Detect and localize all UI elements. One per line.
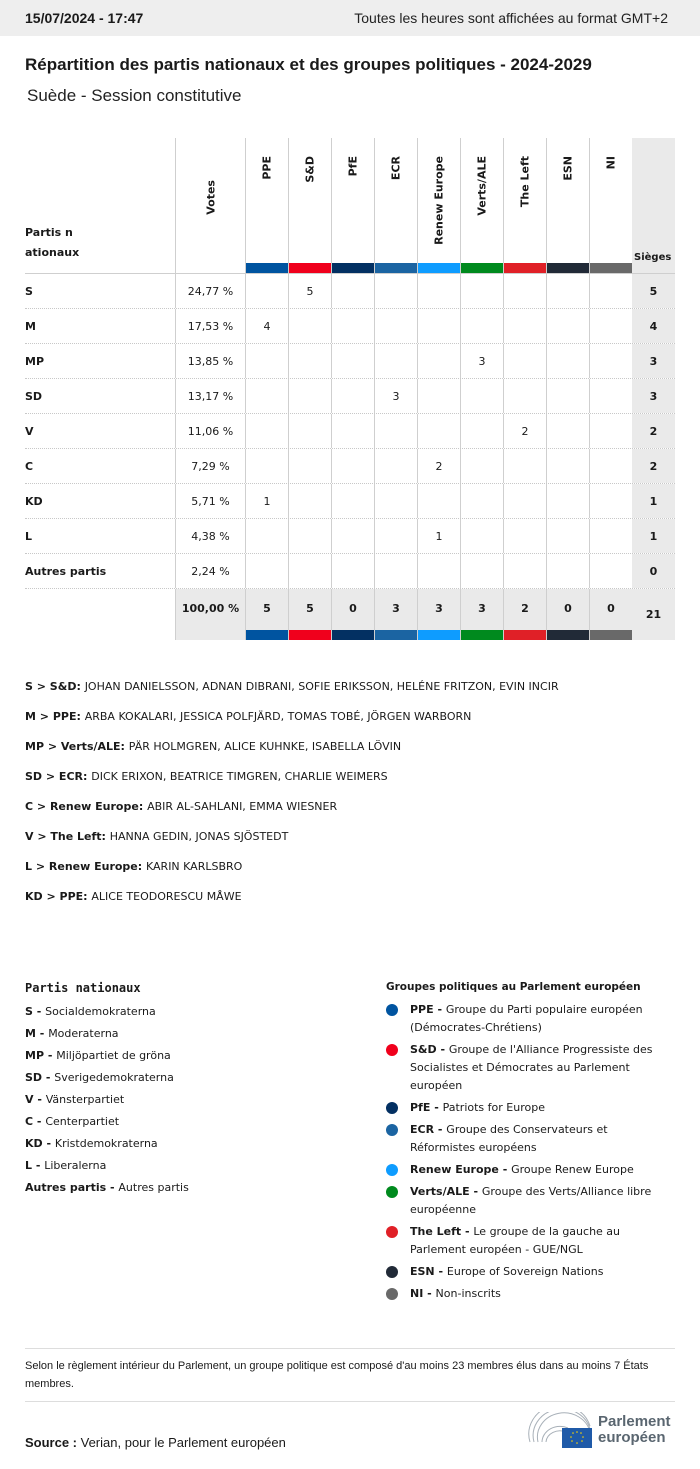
- group-seat-cell: [288, 449, 331, 483]
- group-seat-cell: 5: [288, 274, 331, 308]
- table-body: [25, 273, 675, 640]
- logo-line-2: européen: [598, 1429, 666, 1446]
- party-cell: V: [25, 424, 34, 438]
- group-color-bar: [246, 263, 288, 273]
- legend-party-item: S - Socialdemokraterna: [25, 1005, 156, 1018]
- group-seat-cell: [288, 519, 331, 553]
- party-cell: L: [25, 529, 33, 543]
- group-seat-cell: [460, 519, 503, 553]
- votes-cell: 11,06 %: [175, 414, 245, 448]
- legend-group-item: ESN - Europe of Sovereign Nations: [386, 1263, 676, 1281]
- legend-group-item: NI - Non-inscrits: [386, 1285, 676, 1303]
- group-seat-cell: [589, 379, 632, 413]
- totals-label-cell: [25, 589, 175, 640]
- source-line: [25, 1435, 286, 1450]
- group-seat-cell: [288, 309, 331, 343]
- table-header: [25, 138, 675, 273]
- legend-party-item: Autres partis - Autres partis: [25, 1181, 189, 1194]
- group-seat-cell: [460, 274, 503, 308]
- header-group-8: NI: [589, 138, 632, 273]
- seats-cell: 0: [632, 554, 675, 588]
- seats-cell: 3: [632, 379, 675, 413]
- group-seat-cell: [546, 274, 589, 308]
- table-row: [25, 413, 675, 448]
- member-line: MP > Verts/ALE: PÄR HOLMGREN, ALICE KUHNKE, ISABELLA LÖVIN: [25, 740, 402, 753]
- group-color-bar: [461, 263, 503, 273]
- member-line: SD > ECR: DICK ERIXON, BEATRICE TIMGREN, CHARLIE WEIMERS: [25, 770, 388, 783]
- group-seat-cell: [460, 484, 503, 518]
- group-seat-cell: 2: [503, 414, 546, 448]
- seats-cell: 4: [632, 309, 675, 343]
- party-cell: KD: [25, 494, 43, 508]
- datetime: 15/07/2024 - 17:47: [25, 10, 144, 26]
- total-votes-cell: 100,00 %: [175, 589, 245, 640]
- group-seat-cell: [460, 379, 503, 413]
- group-color-bar: [547, 630, 589, 640]
- group-color-dot-icon: [386, 1102, 398, 1114]
- legend-party-item: L - Liberalerna: [25, 1159, 107, 1172]
- group-color-dot-icon: [386, 1004, 398, 1016]
- totals-row: [25, 588, 675, 640]
- seats-cell: 3: [632, 344, 675, 378]
- group-seat-cell: [589, 449, 632, 483]
- total-group-cell: 5: [245, 589, 288, 640]
- header-votes: Votes: [175, 138, 245, 273]
- group-seat-cell: [503, 309, 546, 343]
- group-seat-cell: [417, 484, 460, 518]
- group-seat-cell: [546, 414, 589, 448]
- total-group-cell: 0: [331, 589, 374, 640]
- votes-cell: 24,77 %: [175, 274, 245, 308]
- group-seat-cell: [374, 519, 417, 553]
- group-seat-cell: [288, 484, 331, 518]
- legend-group-item: S&D - Groupe de l'Alliance Progressiste des Socialistes et Démocrates au Parlement européen: [386, 1041, 676, 1095]
- group-color-bar: [418, 263, 460, 273]
- table-row: [25, 483, 675, 518]
- group-seat-cell: [503, 519, 546, 553]
- group-color-bar: [332, 630, 374, 640]
- group-color-bar: [504, 263, 546, 273]
- top-bar: [0, 0, 700, 36]
- group-seat-cell: [374, 449, 417, 483]
- group-seat-cell: [245, 274, 288, 308]
- header-group-0: PPE: [245, 138, 288, 273]
- group-color-dot-icon: [386, 1266, 398, 1278]
- group-seat-cell: 1: [417, 519, 460, 553]
- table-row: [25, 273, 675, 308]
- group-seat-cell: [417, 274, 460, 308]
- seats-cell: 2: [632, 414, 675, 448]
- votes-cell: 17,53 %: [175, 309, 245, 343]
- legend-group-item: ECR - Groupe des Conservateurs et Réformistes européens: [386, 1121, 676, 1157]
- group-seat-cell: [589, 554, 632, 588]
- table-row: [25, 308, 675, 343]
- group-seat-cell: [546, 344, 589, 378]
- total-group-cell: 0: [589, 589, 632, 640]
- header-group-5: Verts/ALE: [460, 138, 503, 273]
- group-color-dot-icon: [386, 1124, 398, 1136]
- header-group-2: PfE: [331, 138, 374, 273]
- group-color-bar: [590, 630, 632, 640]
- group-seat-cell: 3: [460, 344, 503, 378]
- member-list: [25, 680, 559, 920]
- group-seat-cell: [245, 449, 288, 483]
- group-color-bar: [332, 263, 374, 273]
- group-seat-cell: [374, 484, 417, 518]
- seats-cell: 1: [632, 519, 675, 553]
- group-seat-cell: [417, 344, 460, 378]
- table-row: [25, 448, 675, 483]
- group-seat-cell: [546, 554, 589, 588]
- timezone-note: Toutes les heures sont affichées au format GMT+2: [354, 10, 668, 26]
- votes-cell: 13,85 %: [175, 344, 245, 378]
- group-seat-cell: [589, 344, 632, 378]
- group-seat-cell: [331, 554, 374, 588]
- page-title: Répartition des partis nationaux et des groupes politiques - 2024-2029: [25, 55, 592, 74]
- logo-line-1: Parlement: [598, 1413, 671, 1430]
- group-seat-cell: 3: [374, 379, 417, 413]
- group-color-bar: [375, 263, 417, 273]
- group-seat-cell: [331, 519, 374, 553]
- group-seat-cell: [331, 449, 374, 483]
- legend-party-item: SD - Sverigedemokraterna: [25, 1071, 174, 1084]
- group-seat-cell: [331, 309, 374, 343]
- votes-cell: 7,29 %: [175, 449, 245, 483]
- total-group-cell: 2: [503, 589, 546, 640]
- total-group-cell: 3: [460, 589, 503, 640]
- group-seat-cell: [417, 379, 460, 413]
- member-line: V > The Left: HANNA GEDIN, JONAS SJÖSTEDT: [25, 830, 289, 843]
- group-seat-cell: [245, 379, 288, 413]
- group-seat-cell: [546, 519, 589, 553]
- group-seat-cell: [503, 484, 546, 518]
- legend-party-item: KD - Kristdemokraterna: [25, 1137, 158, 1150]
- group-color-dot-icon: [386, 1226, 398, 1238]
- total-group-cell: 3: [374, 589, 417, 640]
- group-color-bar: [461, 630, 503, 640]
- group-seat-cell: [546, 309, 589, 343]
- group-seat-cell: [331, 484, 374, 518]
- group-seat-cell: [245, 414, 288, 448]
- group-seat-cell: [589, 519, 632, 553]
- group-seat-cell: [374, 414, 417, 448]
- legend-group-item: Renew Europe - Groupe Renew Europe: [386, 1161, 676, 1179]
- header-group-1: S&D: [288, 138, 331, 273]
- group-seat-cell: [503, 274, 546, 308]
- header-seats: Sièges: [632, 138, 675, 273]
- party-cell: S: [25, 284, 33, 298]
- legend-group-item: Verts/ALE - Groupe des Verts/Alliance libre européenne: [386, 1183, 676, 1219]
- group-seat-cell: [417, 554, 460, 588]
- legend-party-item: V - Vänsterpartiet: [25, 1093, 125, 1106]
- member-line: L > Renew Europe: KARIN KARLSBRO: [25, 860, 243, 873]
- group-seat-cell: [288, 414, 331, 448]
- group-color-dot-icon: [386, 1044, 398, 1056]
- european-parliament-logo: [528, 1410, 678, 1450]
- legend-group-item: PPE - Groupe du Parti populaire européen (Démocrates-Chrétiens): [386, 1001, 676, 1037]
- party-cell: SD: [25, 389, 43, 403]
- group-seat-cell: [460, 449, 503, 483]
- header-group-3: ECR: [374, 138, 417, 273]
- group-seat-cell: [331, 274, 374, 308]
- legend-groups-title: Groupes politiques au Parlement européen: [386, 981, 641, 993]
- group-seat-cell: [245, 519, 288, 553]
- group-seat-cell: [546, 379, 589, 413]
- table-row: [25, 343, 675, 378]
- total-seats-cell: 21: [632, 589, 675, 640]
- group-color-bar: [418, 630, 460, 640]
- group-seat-cell: 2: [417, 449, 460, 483]
- group-seat-cell: [288, 379, 331, 413]
- group-color-dot-icon: [386, 1288, 398, 1300]
- group-color-bar: [289, 263, 331, 273]
- group-seat-cell: [331, 344, 374, 378]
- group-seat-cell: [374, 554, 417, 588]
- group-color-bar: [590, 263, 632, 273]
- legend-political-groups: [386, 981, 676, 1307]
- legend-group-item: PfE - Patriots for Europe: [386, 1099, 676, 1117]
- group-seat-cell: [503, 379, 546, 413]
- header-group-7: ESN: [546, 138, 589, 273]
- seats-cell: 5: [632, 274, 675, 308]
- hemicycle-flag-icon: [528, 1412, 592, 1448]
- legend-group-item: The Left - Le groupe de la gauche au Parlement européen - GUE/NGL: [386, 1223, 676, 1259]
- seats-table: [25, 138, 675, 640]
- header-group-4: Renew Europe: [417, 138, 460, 273]
- table-row: [25, 378, 675, 413]
- party-cell: M: [25, 319, 36, 333]
- header-group-6: The Left: [503, 138, 546, 273]
- group-seat-cell: [245, 344, 288, 378]
- total-group-cell: 0: [546, 589, 589, 640]
- page-subtitle: Suède - Session constitutive: [27, 86, 242, 105]
- member-line: M > PPE: ARBA KOKALARI, JESSICA POLFJÄRD, TOMAS TOBÉ, JÖRGEN WARBORN: [25, 710, 472, 723]
- group-seat-cell: [503, 554, 546, 588]
- group-seat-cell: [460, 414, 503, 448]
- group-seat-cell: [589, 274, 632, 308]
- party-cell: Autres partis: [25, 564, 107, 578]
- seats-cell: 2: [632, 449, 675, 483]
- total-group-cell: 3: [417, 589, 460, 640]
- rules-note: Selon le règlement intérieur du Parlement, un groupe politique est composé d'au moins 23 membres élus dans au moins 7 États membres.: [25, 1348, 675, 1402]
- group-seat-cell: [288, 344, 331, 378]
- group-seat-cell: [503, 449, 546, 483]
- group-seat-cell: [374, 344, 417, 378]
- group-color-dot-icon: [386, 1164, 398, 1176]
- legend-parties-title: Partis nationaux: [25, 981, 141, 995]
- group-color-bar: [504, 630, 546, 640]
- party-cell: MP: [25, 354, 45, 368]
- group-seat-cell: [374, 309, 417, 343]
- group-seat-cell: [589, 414, 632, 448]
- votes-cell: 4,38 %: [175, 519, 245, 553]
- source-label: Source :: [25, 1435, 78, 1450]
- group-color-bar: [547, 263, 589, 273]
- group-seat-cell: [288, 554, 331, 588]
- legend-party-item: C - Centerpartiet: [25, 1115, 120, 1128]
- votes-cell: 13,17 %: [175, 379, 245, 413]
- group-color-bar: [246, 630, 288, 640]
- group-seat-cell: [331, 379, 374, 413]
- group-seat-cell: [417, 414, 460, 448]
- group-color-bar: [289, 630, 331, 640]
- group-seat-cell: 4: [245, 309, 288, 343]
- group-seat-cell: [245, 554, 288, 588]
- group-seat-cell: [460, 554, 503, 588]
- group-seat-cell: [374, 274, 417, 308]
- member-line: S > S&D: JOHAN DANIELSSON, ADNAN DIBRANI, SOFIE ERIKSSON, HELÉNE FRITZON, EVIN INCIR: [25, 680, 559, 693]
- group-seat-cell: 1: [245, 484, 288, 518]
- legend-national-parties: [25, 981, 189, 1199]
- member-line: C > Renew Europe: ABIR AL-SAHLANI, EMMA WIESNER: [25, 800, 338, 813]
- votes-cell: 2,24 %: [175, 554, 245, 588]
- source-text: Verian, pour le Parlement européen: [77, 1435, 286, 1450]
- group-seat-cell: [589, 484, 632, 518]
- legend-party-item: MP - Miljöpartiet de gröna: [25, 1049, 171, 1062]
- member-line: KD > PPE: ALICE TEODORESCU MÅWE: [25, 890, 242, 903]
- group-color-bar: [375, 630, 417, 640]
- table-row: [25, 518, 675, 553]
- party-cell: C: [25, 459, 34, 473]
- legend-party-item: M - Moderaterna: [25, 1027, 119, 1040]
- group-color-dot-icon: [386, 1186, 398, 1198]
- group-seat-cell: [546, 449, 589, 483]
- table-row: [25, 553, 675, 588]
- group-seat-cell: [589, 309, 632, 343]
- group-seat-cell: [417, 309, 460, 343]
- total-group-cell: 5: [288, 589, 331, 640]
- header-party: Partis nationaux: [25, 226, 80, 259]
- group-seat-cell: [546, 484, 589, 518]
- group-seat-cell: [503, 344, 546, 378]
- votes-cell: 5,71 %: [175, 484, 245, 518]
- group-seat-cell: [460, 309, 503, 343]
- group-seat-cell: [331, 414, 374, 448]
- seats-cell: 1: [632, 484, 675, 518]
